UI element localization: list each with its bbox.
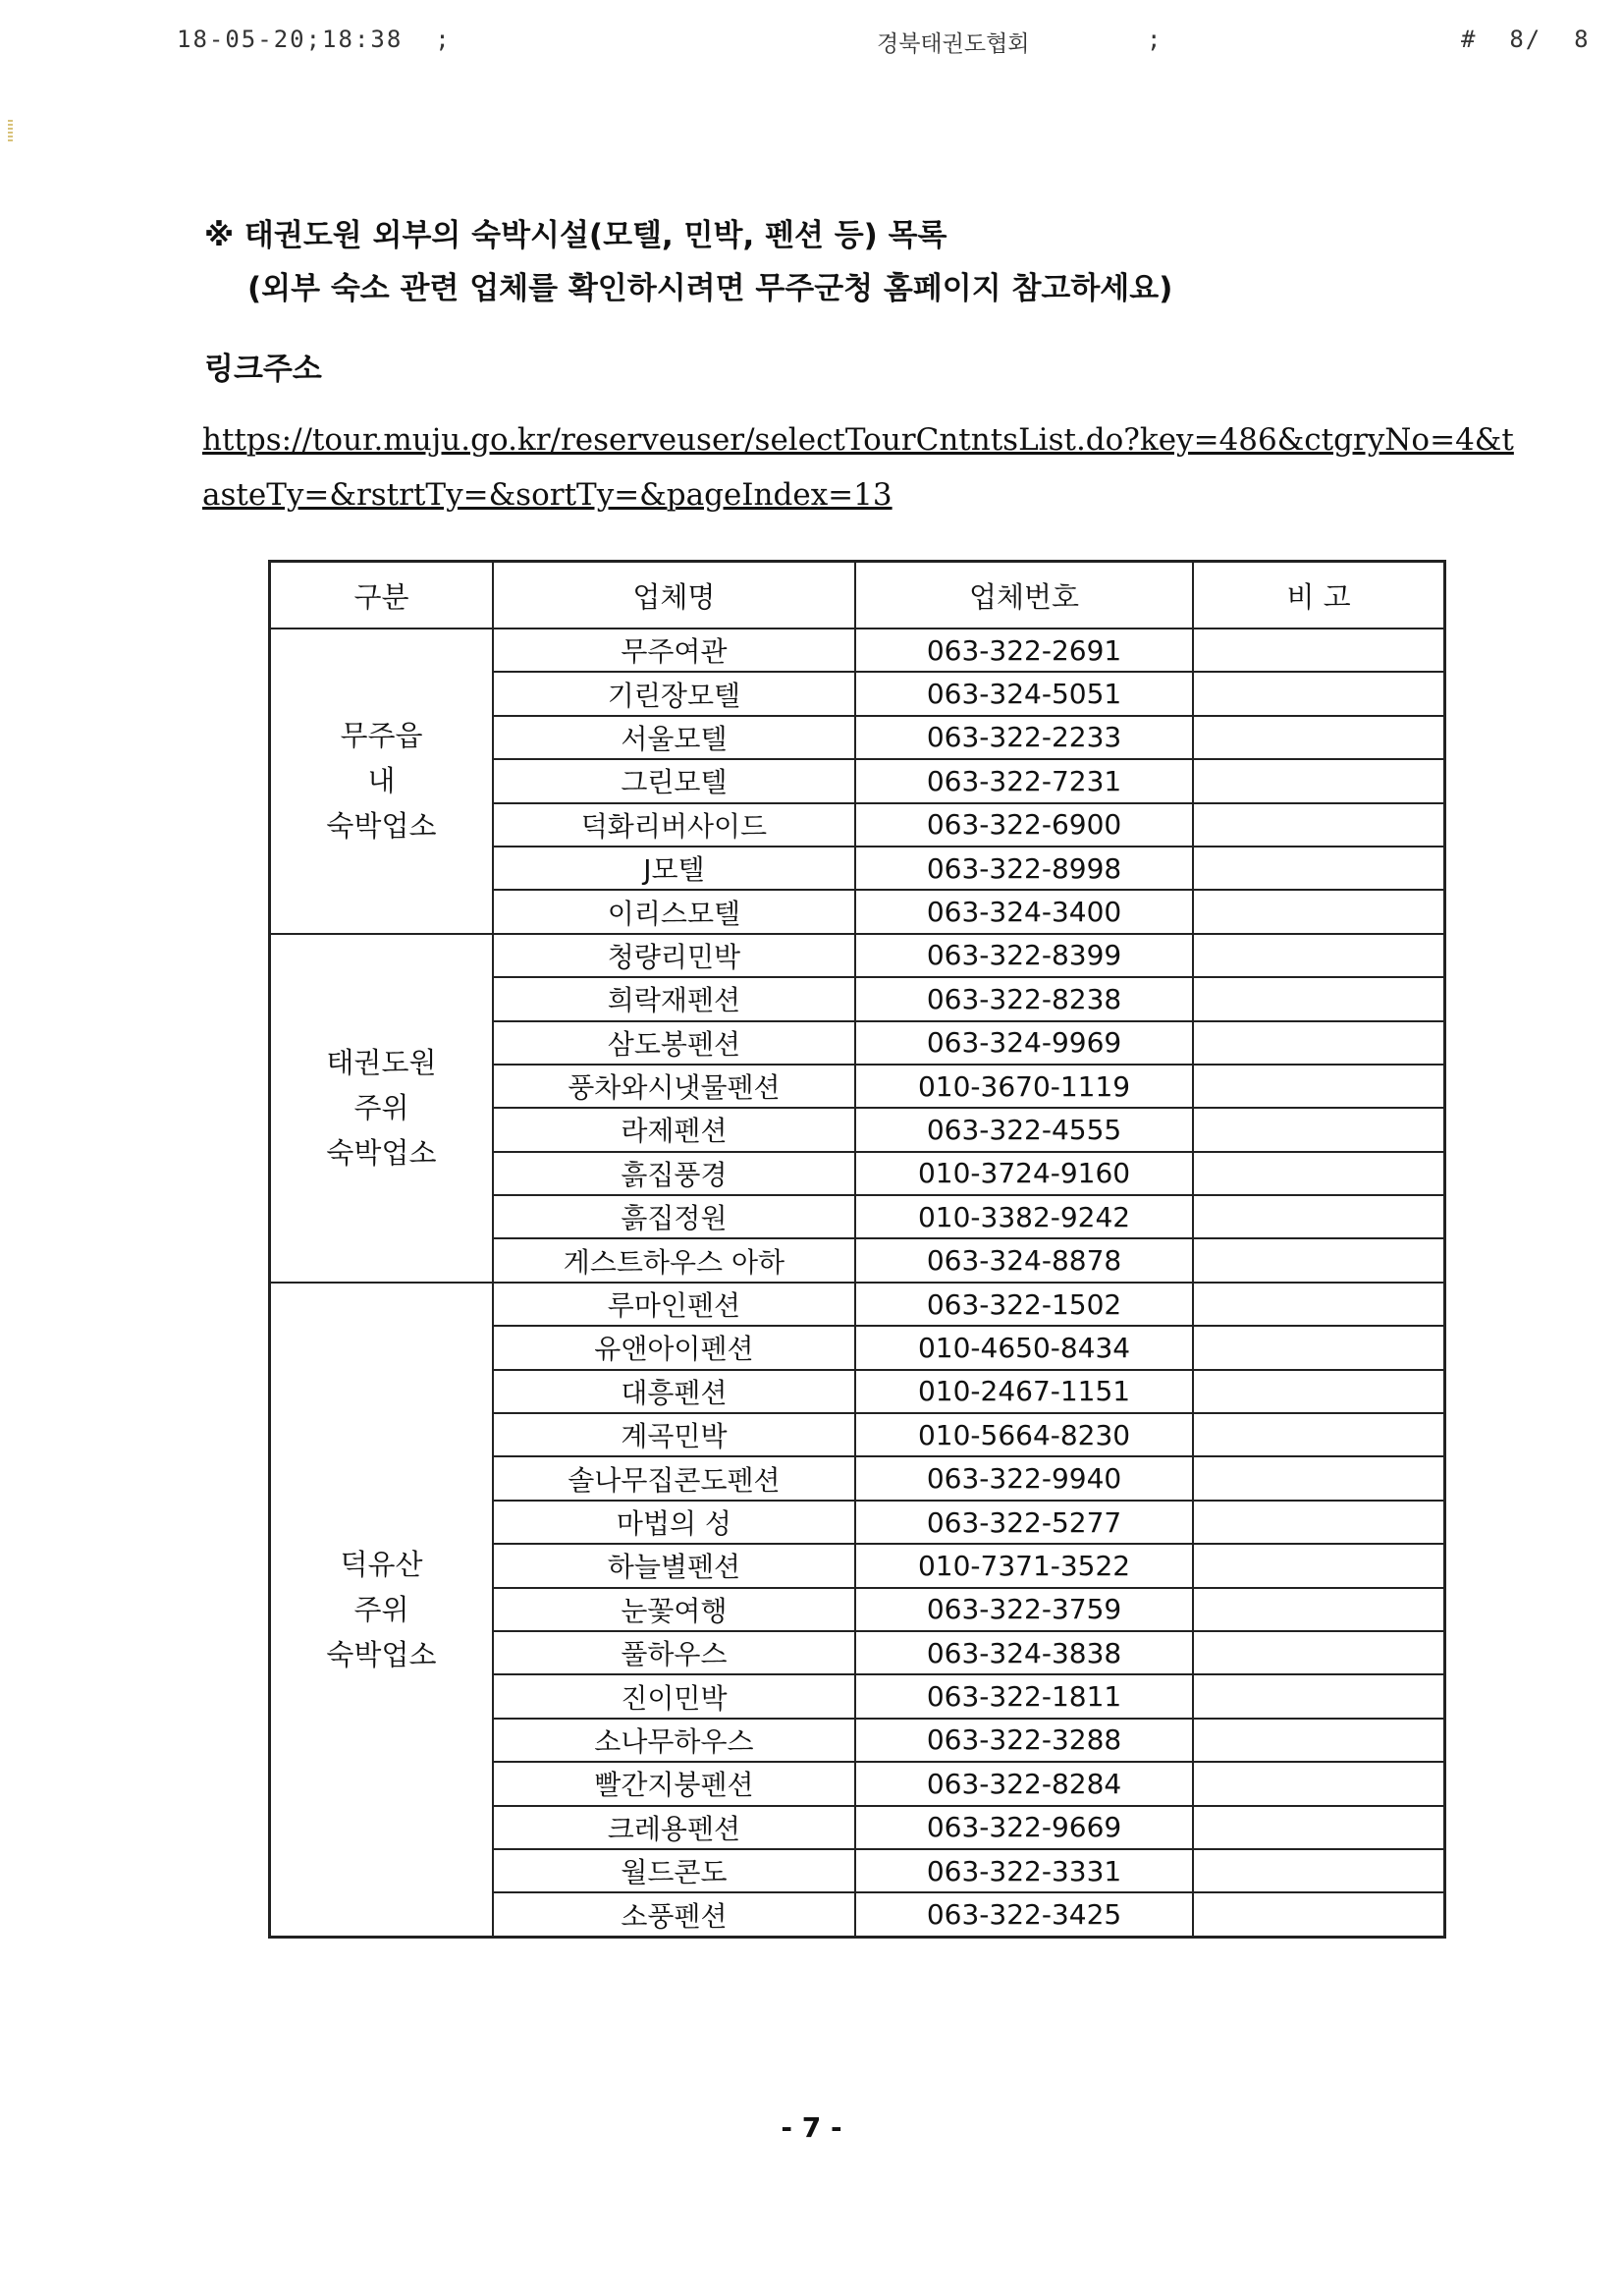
note-cell bbox=[1193, 629, 1444, 672]
table-body bbox=[270, 629, 1445, 1937]
phone-cell: 010-7371-3522 bbox=[855, 1544, 1193, 1587]
fax-sender: 경북태권도협회 bbox=[877, 31, 1030, 57]
category-line: 주위 bbox=[353, 1091, 409, 1125]
note-cell bbox=[1193, 934, 1444, 977]
header-phone: 업체번호 bbox=[855, 562, 1193, 629]
business-name-cell: 월드콘도 bbox=[493, 1849, 855, 1892]
note-cell bbox=[1193, 1501, 1444, 1544]
phone-cell: 063-322-2691 bbox=[855, 629, 1193, 672]
phone-cell: 063-324-8878 bbox=[855, 1238, 1193, 1282]
business-name-cell: 계곡민박 bbox=[493, 1413, 855, 1456]
phone-cell: 063-322-5277 bbox=[855, 1501, 1193, 1544]
note-cell bbox=[1193, 1021, 1444, 1065]
business-name-cell: 덕화리버사이드 bbox=[493, 803, 855, 847]
category-line: 덕유산 bbox=[340, 1547, 423, 1581]
business-name-cell: 대흥펜션 bbox=[493, 1370, 855, 1413]
phone-cell: 010-5664-8230 bbox=[855, 1413, 1193, 1456]
table-row bbox=[270, 1283, 1445, 1326]
scan-margin-mark bbox=[8, 120, 13, 143]
business-name-cell: J모텔 bbox=[493, 847, 855, 890]
fax-separator: ; bbox=[1147, 26, 1162, 53]
phone-cell: 063-322-3331 bbox=[855, 1849, 1193, 1892]
note-cell bbox=[1193, 716, 1444, 759]
business-name-cell: 소나무하우스 bbox=[493, 1719, 855, 1762]
note-cell bbox=[1193, 847, 1444, 890]
category-cell bbox=[270, 1283, 493, 1937]
note-cell bbox=[1193, 977, 1444, 1020]
phone-cell: 010-3670-1119 bbox=[855, 1065, 1193, 1108]
category-line: 태권도원 bbox=[326, 1046, 437, 1080]
header-category: 구분 bbox=[270, 562, 493, 629]
category-line: 숙박업소 bbox=[326, 1136, 437, 1171]
table-row bbox=[270, 934, 1445, 977]
section-title: ※ 태권도원 외부의 숙박시설(모텔, 민박, 펜션 등) 목록 bbox=[204, 218, 947, 253]
business-name-cell: 루마인펜션 bbox=[493, 1283, 855, 1326]
business-name-cell: 게스트하우스 아하 bbox=[493, 1238, 855, 1282]
business-name-cell: 하늘별펜션 bbox=[493, 1544, 855, 1587]
header-note: 비 고 bbox=[1193, 562, 1444, 629]
note-cell bbox=[1193, 1370, 1444, 1413]
category-line: 숙박업소 bbox=[326, 1637, 437, 1671]
business-name-cell: 크레용펜션 bbox=[493, 1806, 855, 1849]
note-cell bbox=[1193, 890, 1444, 933]
table-row bbox=[270, 629, 1445, 672]
business-name-cell: 풀하우스 bbox=[493, 1631, 855, 1674]
note-cell bbox=[1193, 1631, 1444, 1674]
note-cell bbox=[1193, 1719, 1444, 1762]
business-name-cell: 흙집풍경 bbox=[493, 1152, 855, 1195]
note-cell bbox=[1193, 1108, 1444, 1151]
business-name-cell: 유앤아이펜션 bbox=[493, 1326, 855, 1369]
phone-cell: 063-322-9940 bbox=[855, 1456, 1193, 1500]
business-name-cell: 희락재펜션 bbox=[493, 977, 855, 1020]
business-name-cell: 서울모텔 bbox=[493, 716, 855, 759]
phone-cell: 063-322-8998 bbox=[855, 847, 1193, 890]
phone-cell: 063-322-3288 bbox=[855, 1719, 1193, 1762]
business-name-cell: 솔나무집콘도펜션 bbox=[493, 1456, 855, 1500]
category-cell bbox=[270, 934, 493, 1283]
business-name-cell: 삼도봉펜션 bbox=[493, 1021, 855, 1065]
fax-page-count: # 8/ 8 bbox=[1461, 26, 1591, 53]
phone-cell: 063-322-8238 bbox=[855, 977, 1193, 1020]
note-cell bbox=[1193, 1674, 1444, 1718]
phone-cell: 063-322-3759 bbox=[855, 1588, 1193, 1631]
muju-tour-link[interactable]: https://tour.muju.go.kr/reserveuser/selectTourCntntsList.do?key=486&ctgryNo=4&tasteTy=&rstrtTy=&sortTy=&pageIndex=13 bbox=[202, 422, 1514, 513]
section-subtitle: (외부 숙소 관련 업체를 확인하시려면 무주군청 홈페이지 참고하세요) bbox=[247, 271, 1173, 306]
note-cell bbox=[1193, 1849, 1444, 1892]
business-name-cell: 흙집정원 bbox=[493, 1195, 855, 1238]
business-name-cell: 무주여관 bbox=[493, 629, 855, 672]
business-name-cell: 마법의 성 bbox=[493, 1501, 855, 1544]
note-cell bbox=[1193, 1195, 1444, 1238]
category-line: 내 bbox=[367, 764, 396, 798]
fax-header bbox=[0, 26, 1623, 65]
note-cell bbox=[1193, 1588, 1444, 1631]
phone-cell: 063-322-1502 bbox=[855, 1283, 1193, 1326]
note-cell bbox=[1193, 1283, 1444, 1326]
note-cell bbox=[1193, 1152, 1444, 1195]
phone-cell: 063-322-2233 bbox=[855, 716, 1193, 759]
table-header-row bbox=[270, 562, 1445, 629]
phone-cell: 063-322-8284 bbox=[855, 1762, 1193, 1805]
phone-cell: 063-324-3838 bbox=[855, 1631, 1193, 1674]
fax-timestamp: 18-05-20;18:38 ; bbox=[177, 26, 452, 53]
note-cell bbox=[1193, 1762, 1444, 1805]
category-line: 주위 bbox=[353, 1592, 409, 1626]
business-name-cell: 소풍펜션 bbox=[493, 1892, 855, 1937]
phone-cell: 010-3724-9160 bbox=[855, 1152, 1193, 1195]
phone-cell: 010-4650-8434 bbox=[855, 1326, 1193, 1369]
business-name-cell: 빨간지붕펜션 bbox=[493, 1762, 855, 1805]
note-cell bbox=[1193, 1892, 1444, 1937]
category-line: 무주읍 bbox=[340, 719, 423, 753]
phone-cell: 010-2467-1151 bbox=[855, 1370, 1193, 1413]
category-cell bbox=[270, 629, 493, 934]
phone-cell: 063-324-9969 bbox=[855, 1021, 1193, 1065]
header-business-name: 업체명 bbox=[493, 562, 855, 629]
business-name-cell: 라제펜션 bbox=[493, 1108, 855, 1151]
phone-cell: 063-324-5051 bbox=[855, 672, 1193, 715]
page-number: - 7 - bbox=[781, 2111, 842, 2144]
business-name-cell: 풍차와시냇물펜션 bbox=[493, 1065, 855, 1108]
note-cell bbox=[1193, 803, 1444, 847]
note-cell bbox=[1193, 1326, 1444, 1369]
note-cell bbox=[1193, 759, 1444, 802]
phone-cell: 063-322-1811 bbox=[855, 1674, 1193, 1718]
note-cell bbox=[1193, 1413, 1444, 1456]
phone-cell: 063-322-6900 bbox=[855, 803, 1193, 847]
note-cell bbox=[1193, 1456, 1444, 1500]
lodging-table bbox=[268, 560, 1446, 1939]
business-name-cell: 진이민박 bbox=[493, 1674, 855, 1718]
business-name-cell: 그린모텔 bbox=[493, 759, 855, 802]
phone-cell: 063-322-3425 bbox=[855, 1892, 1193, 1937]
phone-cell: 063-324-3400 bbox=[855, 890, 1193, 933]
phone-cell: 063-322-7231 bbox=[855, 759, 1193, 802]
business-name-cell: 기린장모텔 bbox=[493, 672, 855, 715]
note-cell bbox=[1193, 1806, 1444, 1849]
phone-cell: 063-322-4555 bbox=[855, 1108, 1193, 1151]
note-cell bbox=[1193, 1238, 1444, 1282]
phone-cell: 063-322-8399 bbox=[855, 934, 1193, 977]
link-label: 링크주소 bbox=[204, 352, 322, 387]
phone-cell: 063-322-9669 bbox=[855, 1806, 1193, 1849]
category-line: 숙박업소 bbox=[326, 809, 437, 844]
note-cell bbox=[1193, 1544, 1444, 1587]
business-name-cell: 청량리민박 bbox=[493, 934, 855, 977]
note-cell bbox=[1193, 672, 1444, 715]
phone-cell: 010-3382-9242 bbox=[855, 1195, 1193, 1238]
business-name-cell: 눈꽃여행 bbox=[493, 1588, 855, 1631]
note-cell bbox=[1193, 1065, 1444, 1108]
business-name-cell: 이리스모텔 bbox=[493, 890, 855, 933]
